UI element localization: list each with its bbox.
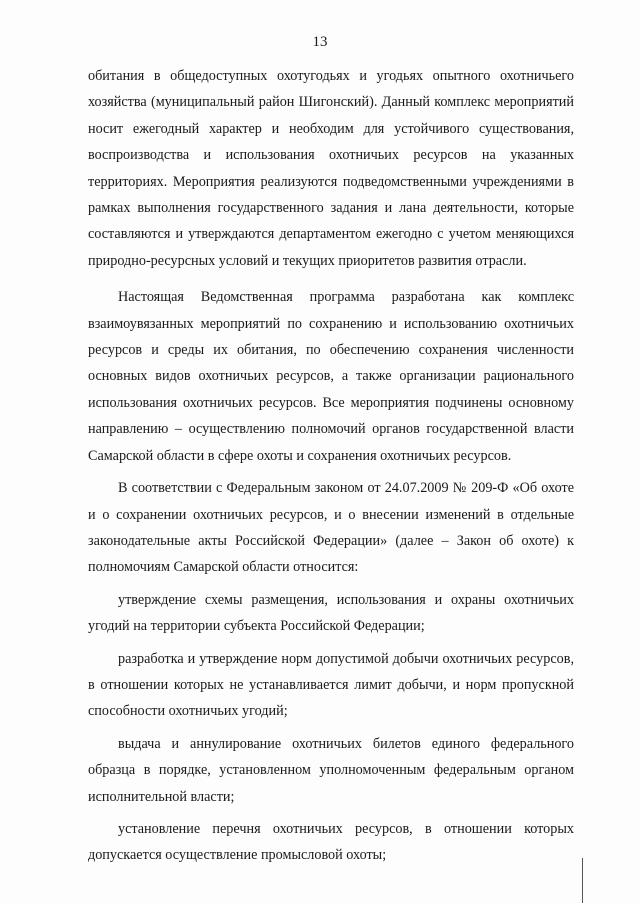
page-number: 13 [312,34,328,50]
list-item-hunting-tickets: выдача и аннулирование охотничьих билетов единого федерального образца в порядке, установленном уполномоченным федеральным органом исполнительной власти; [88,735,574,805]
list-item-hunting-grounds-scheme: утверждение схемы размещения, использования и охраны охотничьих угодий на территории субъекта Российской Федерации; [88,591,574,635]
list-item-harvest-norms: разработка и утверждение норм допустимой добычи охотничьих ресурсов, в отношении которых не устанавливается лимит добычи, и норм пропускной способности охотничьих угодий; [88,650,574,720]
paragraph-continuation: обитания в общедоступных охотугодьях и угодьях опытного охотничьего хозяйства (муниципальный район Шигонский). Данный комплекс мероприятий носит ежегодный характер и необходим для устойчивого существования, воспроизводства и использования охотничьих ресурсов на указанных территориях. Мероприятия реализуются подведомственными учреждениями в рамках выполнения государственного задания и лана деятельности, которые составляются и утверждаются департаментом ежегодно с учетом меняющихся природно-ресурсных условий и текущих приоритетов развития отрасли. [88,68,574,269]
document-body [88,63,574,869]
scan-artifact-line [582,858,583,903]
paragraph-federal-law: В соответствии с Федеральным законом от 24.07.2009 № 209-Ф «Об охоте и о сохранении охотничьих ресурсов, и о внесении изменений в отдельные законодательные акты Российской Федерации» (далее – Закон об охоте) к полномочиям Самарской области относится: [88,480,574,576]
paragraph-program-description: Настоящая Ведомственная программа разработана как комплекс взаимоувязанных мероприятий по сохранению и использованию охотничьих ресурсов и среды их обитания, по обеспечению сохранения численности основных видов охотничьих ресурсов, а также организации рационального использования охотничьих ресурсов. Все мероприятия подчинены основному направлению – осуществлению полномочий органов государственной власти Самарской области в сфере охоты и сохранения охотничьих ресурсов. [88,289,574,464]
list-item-commercial-hunting: установление перечня охотничьих ресурсов, в отношении которых допускается осуществление промысловой охоты; [88,820,574,864]
